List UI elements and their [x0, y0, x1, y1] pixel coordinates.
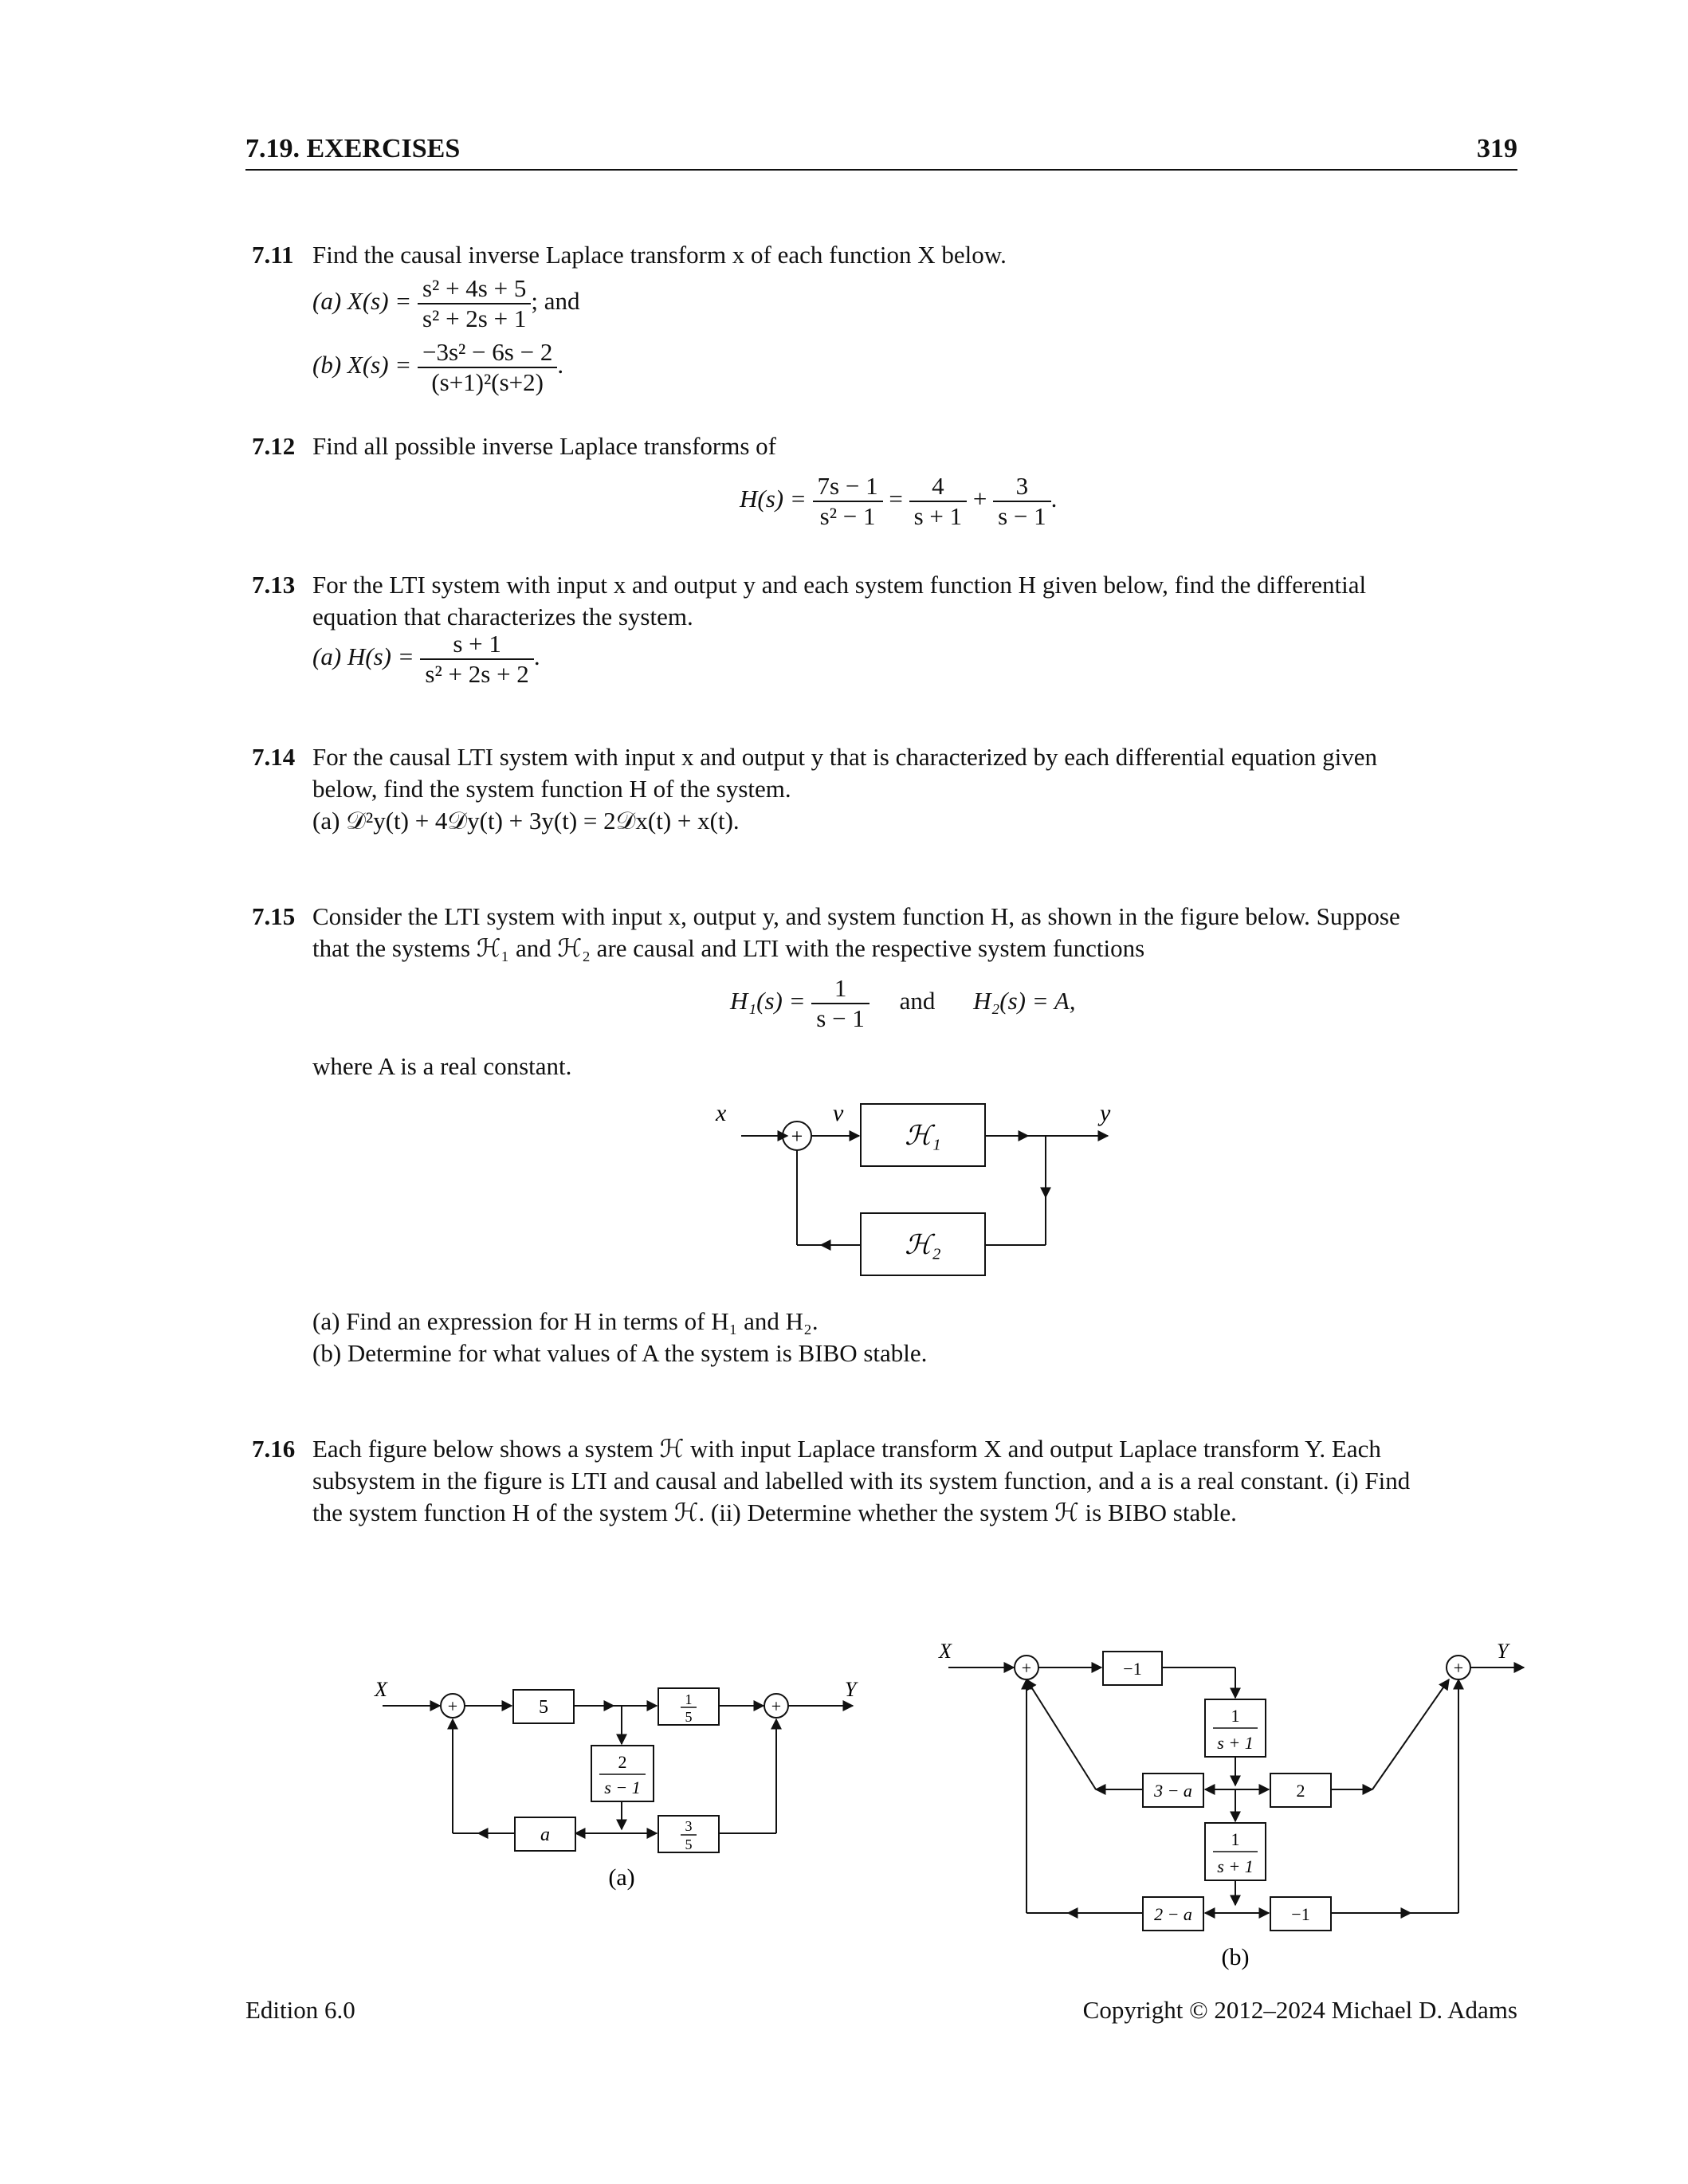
exercise-7-14-number: 7.14 — [252, 743, 296, 771]
fraction-numerator: s² + 4s + 5 — [422, 274, 527, 302]
footer-edition: Edition 6.0 — [245, 1996, 355, 2024]
b-sum1-plus: + — [1021, 1658, 1032, 1678]
exercise-7-15-qa: (a) Find an expression for H in terms of H₁ and H₂. — [312, 1307, 818, 1335]
exercise-7-14-line1: For the causal LTI system with input x and output y that is characterized by each differential equation given — [312, 743, 1378, 771]
b-gain-2a-label: 2 − a — [1154, 1904, 1192, 1924]
figure-a-block-diagram — [359, 1666, 885, 1905]
exercise-7-15-equation: H₁(s) = $\frac{1}{s - 1}$ and H₂(s) = A, — [730, 974, 1076, 1032]
b-diag-to-sum1 — [1027, 1679, 1096, 1789]
feedback-block-diagram — [693, 1092, 1140, 1291]
v-label: v — [833, 1100, 844, 1126]
exercise-7-11-part-a: (a) X(s) = $\frac{\text{s² + 4s + 5}}{\text{s² + 2s + 1}}$ ; and — [312, 274, 580, 332]
page-number: 319 — [1477, 134, 1517, 163]
a-gain-5-label: 5 — [539, 1697, 548, 1718]
exercise-7-11-part-b: (b) X(s) = $\frac{\text{−3s² − 6s − 2}}{\text{(s+1)²(s+2)}}$ . — [312, 338, 564, 396]
b-sum2-plus: + — [1453, 1658, 1464, 1678]
exercise-7-12-text: Find all possible inverse Laplace transforms of — [312, 432, 776, 460]
exercise-7-15-number: 7.15 — [252, 902, 296, 930]
exercise-7-15-line1: Consider the LTI system with input x, output y, and system function H, as shown in the figure below. Suppose — [312, 902, 1400, 930]
exercise-7-12-number: 7.12 — [252, 432, 296, 460]
footer-copyright: Copyright © 2012–2024 Michael D. Adams — [1082, 1996, 1517, 2024]
b-int1-den: s + 1 — [1217, 1733, 1254, 1753]
header-rule — [245, 169, 1517, 171]
b-gain-3a-label: 3 − a — [1154, 1781, 1192, 1801]
exercise-7-16-line3: the system function H of the system ℋ. (ii) Determine whether the system ℋ is BIBO stable. — [312, 1499, 1237, 1526]
a-fifth-num: 1 — [685, 1691, 693, 1707]
y-label: y — [1100, 1100, 1111, 1126]
exercise-7-16-number: 7.16 — [252, 1435, 296, 1463]
b-gain-m1-bottom-label: −1 — [1291, 1904, 1310, 1924]
exercise-7-11-number: 7.11 — [252, 241, 294, 269]
b-diag-to-sum2 — [1372, 1679, 1449, 1789]
fraction-denominator: (s+1)²(s+2) — [418, 367, 557, 397]
exercise-7-14-part-a: (a) 𝒟²y(t) + 4𝒟y(t) + 3y(t) = 2𝒟x(t) + x(t). — [312, 807, 740, 835]
summing-plus: + — [791, 1125, 803, 1148]
b-int2-num: 1 — [1231, 1829, 1240, 1849]
a-sum2-plus: + — [771, 1696, 782, 1716]
fraction-denominator: s² + 2s + 1 — [418, 303, 531, 333]
b-caption: (b) — [1221, 1944, 1250, 1970]
section-header: 7.19. EXERCISES — [245, 134, 461, 163]
fraction-numerator: −3s² − 6s − 2 — [422, 338, 553, 366]
a-gain-a-label: a — [540, 1825, 550, 1845]
exercise-7-15-qb: (b) Determine for what values of A the system is BIBO stable. — [312, 1339, 928, 1367]
b-gain-2-label: 2 — [1296, 1781, 1305, 1801]
x-label: x — [716, 1100, 727, 1126]
exercise-7-16-line1: Each figure below shows a system ℋ with input Laplace transform X and output Laplace transform Y. Each — [312, 1435, 1381, 1463]
exercise-7-13-line2: equation that characterizes the system. — [312, 603, 693, 630]
b-Y-label: Y — [1497, 1640, 1509, 1663]
h1-label: ℋ₁ — [905, 1121, 941, 1151]
exercise-7-13-part-a: (a) H(s) = $\frac{s + 1}{\text{s² + 2s + 2}}$ . — [312, 630, 540, 688]
b-int2-den: s + 1 — [1217, 1856, 1254, 1876]
b-gain-m1-top-label: −1 — [1123, 1659, 1142, 1679]
a-int-num: 2 — [618, 1752, 627, 1772]
b-int1-num: 1 — [1231, 1706, 1240, 1726]
exercise-7-12-equation: H(s) = $\frac{7s - 1}{\text{s² − 1}}$ = $\frac{4}{s + 1}$ + $\frac{3}{s - 1}$ . — [740, 472, 1058, 530]
exercise-7-13-line1: For the LTI system with input x and output y and each system function H given below, find the differential — [312, 571, 1367, 599]
a-fifth-den: 5 — [685, 1709, 693, 1725]
exercise-7-11-text: Find the causal inverse Laplace transform x of each function X below. — [312, 241, 1007, 269]
a-X-label: X — [375, 1678, 387, 1701]
a-sum1-plus: + — [447, 1696, 458, 1716]
a-35-den: 5 — [685, 1836, 693, 1852]
a-35-num: 3 — [685, 1818, 693, 1834]
a-caption: (a) — [608, 1864, 635, 1891]
a-Y-label: Y — [845, 1678, 857, 1701]
a-int-den: s − 1 — [604, 1777, 641, 1797]
exercise-7-15-line2: that the systems ℋ₁ and ℋ₂ are causal and LTI with the respective system functions — [312, 934, 1145, 962]
figure-b-block-diagram — [932, 1626, 1538, 1977]
exercise-7-13-number: 7.13 — [252, 571, 296, 599]
b-X-label: X — [939, 1640, 952, 1663]
exercise-7-14-line2: below, find the system function H of the system. — [312, 775, 791, 803]
exercise-7-15-where: where A is a real constant. — [312, 1052, 572, 1080]
exercise-7-16-line2: subsystem in the figure is LTI and causal and labelled with its system function, and a is a real constant. (i) Find — [312, 1467, 1411, 1495]
h2-label: ℋ₂ — [905, 1231, 941, 1260]
